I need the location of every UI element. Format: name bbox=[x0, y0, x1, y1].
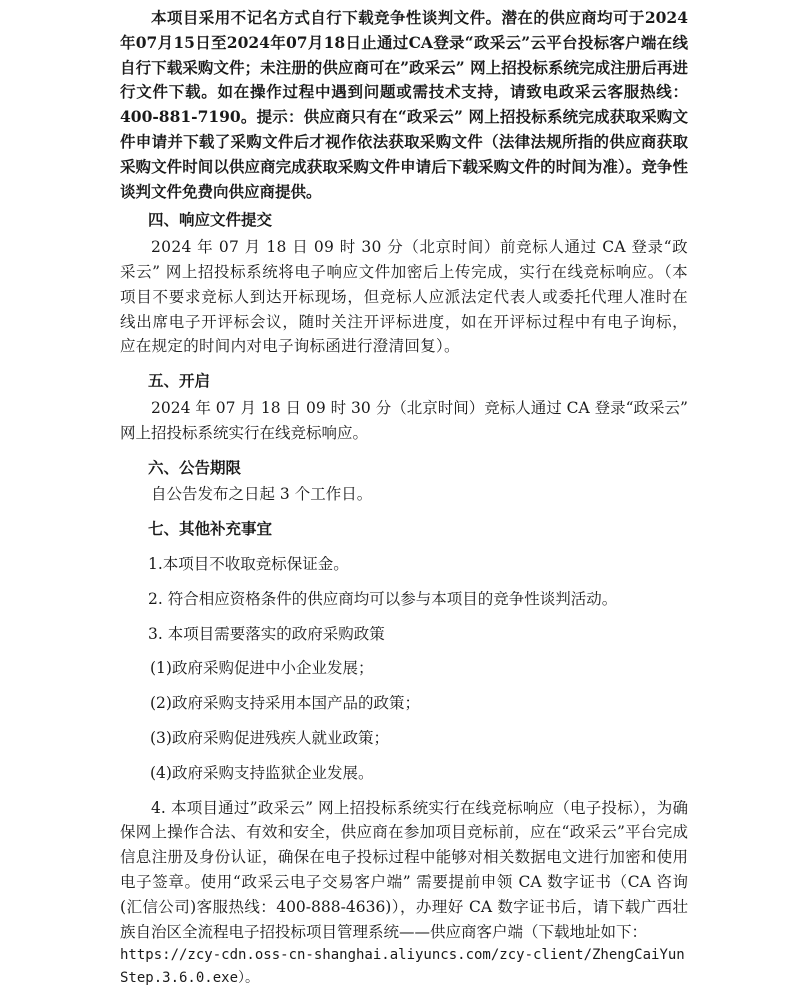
policy-item-1: (1)政府采购促进中小企业发展； bbox=[150, 659, 374, 678]
section7-item3: 3. 本项目需要落实的政府采购政策 bbox=[148, 624, 385, 643]
section7-item2: 2. 符合相应资格条件的供应商均可以参与本项目的竞争性谈判活动。 bbox=[148, 589, 618, 608]
policy-item-4: (4)政府采购支持监狱企业发展。 bbox=[150, 763, 374, 782]
section7-item4: 4. 本项目通过”政采云” 网上招投标系统实行在线竞标响应（电子投标），为确保网上操作合法、有效和安全，供应商在参加项目竞标前，应在“政采云”平台完成信息注册及身份认证，确保在电子投标过程中能够对相关数据电文进行加密和使用电子签章。使用“政采云电子交易客户端” 需要提前申领 CA 数字证书（CA 咨询(汇信公司)客服热线：400-888-4636)），办理好 CA 数字证书后，请下载广西壮族自治区全流程电子招投标项目管理系统——供应商客户端（下载地址如下： bbox=[120, 798, 688, 941]
section4-heading: 四、响应文件提交 bbox=[148, 210, 273, 230]
section6-body: 自公告发布之日起 3 个工作日。 bbox=[151, 485, 373, 504]
section7-item1: 1.本项目不收取竞标保证金。 bbox=[148, 554, 349, 573]
policy-item-3: (3)政府采购促进残疾人就业政策； bbox=[150, 728, 389, 747]
download-paragraph: 本项目采用不记名方式自行下载竞争性谈判文件。潜在的供应商均可于2024年07月15日至2024年07月18日止通过CA登录“政采云”云平台投标客户端在线自行下载采购文件；未注册的供应商可在”政采云” 网上招投标系统完成注册后再进行文件下载。如在操作过程中遇到问题或需技术支持，请致电政采云客服热线：400-881-7190。提示：供应商只有在“政采云” 网上招投标系统完成获取采购文件申请并下载了采购文件后才视作依法获取采购文件（法律法规所指的供应商获取采购文件时间以供应商完成获取采购文件申请后下载采购文件的时间为准）。竞争性谈判文件免费向供应商提供。 bbox=[120, 8, 688, 201]
section7-heading: 七、其他补充事宜 bbox=[148, 519, 273, 539]
section5-heading: 五、开启 bbox=[148, 371, 211, 391]
section6-heading: 六、公告期限 bbox=[148, 457, 242, 477]
section5-body: 2024 年 07 月 18 日 09 时 30 分（北京时间）竞标人通过 CA 登录“政采云” 网上招投标系统实行在线竞标响应。 bbox=[120, 398, 688, 442]
section4-body: 2024 年 07 月 18 日 09 时 30 分（北京时间）前竞标人通过 CA 登录“政采云” 网上招投标系统将电子响应文件加密后上传完成，实行在线竞标响应。（本项目不要求竞标人到达开标现场，但竞标人应派法定代表人或委托代理人准时在线出席电子开评标会议，随时关注开评标进度，如在开评标过程中有电子询标，应在规定的时间内对电子询标函进行澄清回复）。 bbox=[120, 238, 688, 356]
client-download-link[interactable]: https://zcy-cdn.oss-cn-shanghai.aliyuncs.com/zcy-client/ZhengCaiYunStep.3.6.0.exe）。 bbox=[120, 947, 685, 986]
policy-item-2: (2)政府采购支持采用本国产品的政策； bbox=[150, 694, 420, 713]
